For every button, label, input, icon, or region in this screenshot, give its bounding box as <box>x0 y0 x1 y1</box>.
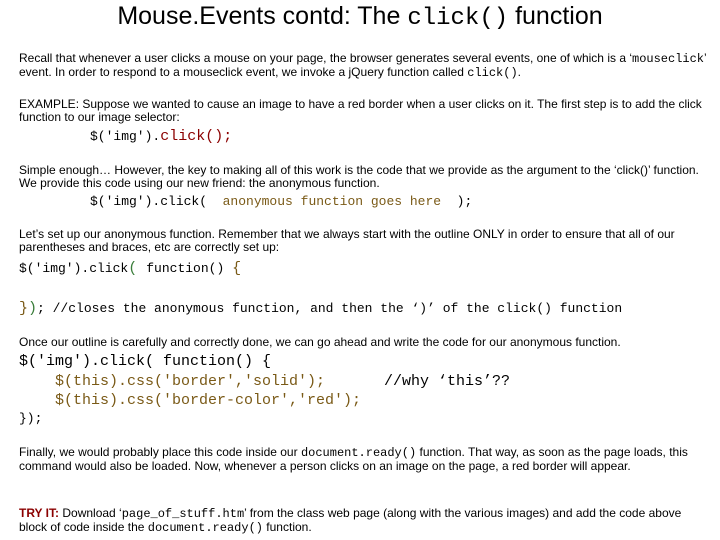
p6-text-a: Finally, we would probably place this code inside our <box>19 445 301 459</box>
p7-code-filename: page_of_stuff.htm <box>121 507 245 521</box>
code-close-comment: ; //closes the anonymous function, and then the ‘)’ of the click() function <box>37 301 623 316</box>
code-close-paren: ) <box>28 300 38 317</box>
p1-text-b: ’ event. In order to respond to a mouseclick event, we invoke a jQuery function called <box>19 51 707 79</box>
code-click-open: $('img').click( <box>90 194 223 209</box>
code-selector: $('img'). <box>90 129 161 144</box>
p6-code-document-ready: document.ready() <box>300 446 417 460</box>
paragraph-setup: Let’s set up our anonymous function. Remember that we always start with the outline ONLY in order to ensure that all of our parentheses and braces, etc are correctly set up: <box>19 227 675 254</box>
paragraph-finally <box>19 446 709 473</box>
code-outline-open <box>19 260 241 277</box>
p1-text-c: . <box>517 65 522 79</box>
p1-code-mouseclick: mouseclick <box>632 52 705 66</box>
p7-text-c: function. <box>262 520 312 534</box>
title-suffix: function <box>508 2 603 30</box>
slide-title <box>0 2 720 32</box>
code-placeholder: anonymous function goes here <box>222 194 442 209</box>
code-open-brace: { <box>232 260 242 277</box>
code-full-line-2 <box>19 373 325 390</box>
paragraph-recall <box>19 52 709 80</box>
code-outline-close <box>19 300 622 317</box>
title-prefix: Mouse.Events contd: The <box>117 2 408 30</box>
code-full-line-1: $('img').click( function() { <box>19 353 272 370</box>
paragraph-example: EXAMPLE: Suppose we wanted to cause an image to have a red border when a user clicks on it. The first step is to add the click function to our image selector: <box>19 97 702 124</box>
code-full-line-4: }); <box>19 411 43 426</box>
p7-text-b: ’ from the class web page (along with the various images) and add the code above block of code inside the <box>19 506 682 534</box>
code-function-keyword: function() <box>146 261 233 276</box>
title-code: click() <box>407 5 509 32</box>
p7-code-document-ready: document.ready() <box>147 521 263 535</box>
p1-code-click: click() <box>467 66 518 80</box>
code-full-line-2-comment: //why ‘this’?? <box>384 373 511 390</box>
code-open-paren: ( <box>128 260 147 277</box>
try-it-label: TRY IT: <box>19 506 60 520</box>
code-css-border: $(this).css('border','solid'); <box>19 373 326 390</box>
p6-text-b: function. That way, as soon as the page loads, this command would also be loaded. Now, whenever a person clicks on an image on the page, a red border will appear. <box>19 445 688 473</box>
paragraph-simple-enough: Simple enough… However, the key to making all of this work is the code that we provide as the argument to the ‘click()’ function. We provide this code using our new friend: the anonymous function. <box>19 163 699 190</box>
code-click-red: click(); <box>160 128 233 145</box>
code-close-brace: } <box>19 300 29 317</box>
code-outline-click: $('img').click <box>19 261 129 276</box>
p1-text-a: Recall that whenever a user clicks a mouse on your page, the browser generates several events, one of which is a ‘ <box>19 51 632 65</box>
code-click-close: ); <box>441 194 473 209</box>
code-click-call <box>90 128 232 145</box>
code-anon-placeholder <box>90 194 472 209</box>
paragraph-outline-done: Once our outline is carefully and correctly done, we can go ahead and write the code for our anonymous function. <box>19 335 621 349</box>
paragraph-try-it <box>19 507 709 535</box>
code-full-line-3: $(this).css('border-color','red'); <box>19 392 362 409</box>
p7-text-a: Download ‘ <box>59 506 122 520</box>
